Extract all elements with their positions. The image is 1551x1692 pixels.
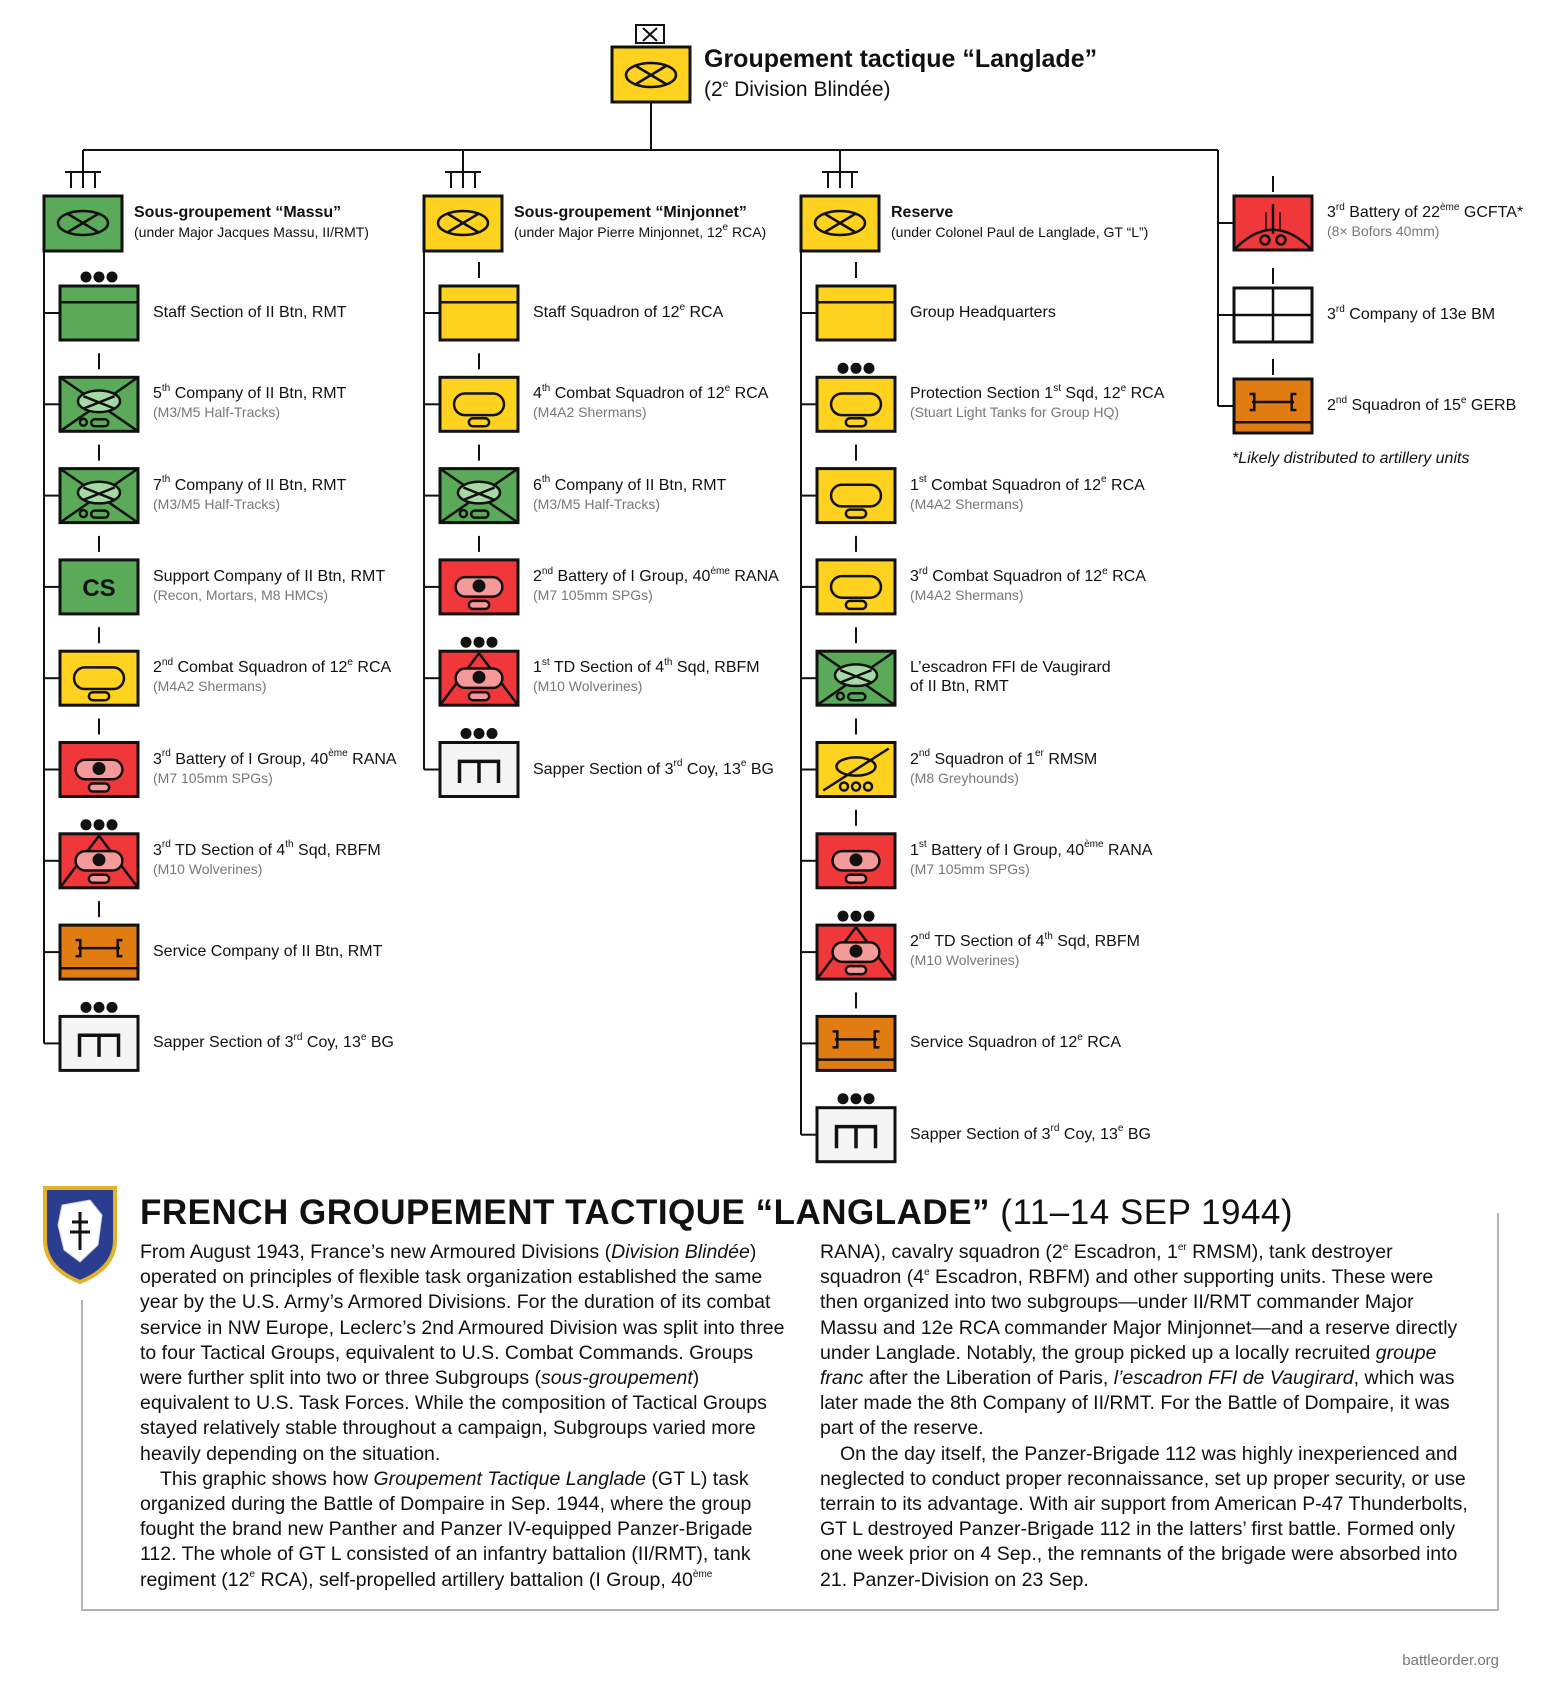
echelon-dot [487, 637, 498, 648]
unit-subtitle: (M7 105mm SPGs) [910, 860, 1030, 877]
unit-title: 7th Company of II Btn, RMT [153, 474, 347, 494]
unit-title: 1st Combat Squadron of 12e RCA [910, 474, 1145, 494]
echelon-dot [107, 819, 118, 830]
echelon-dot [864, 363, 875, 374]
unit-subtitle: (M8 Greyhounds) [910, 769, 1019, 786]
unit-title: 3rd Combat Squadron of 12e RCA [910, 565, 1146, 585]
unit-subtitle: (M3/M5 Half-Tracks) [153, 404, 281, 421]
cs-label: CS [82, 574, 116, 602]
unit-symbol [60, 925, 138, 979]
unit-title: Support Company of II Btn, RMT [153, 567, 386, 585]
unit-symbol [1234, 196, 1312, 250]
unit-subtitle: (M4A2 Shermans) [153, 678, 267, 695]
unit-symbol [60, 1016, 138, 1070]
unit-subtitle: (M3/M5 Half-Tracks) [153, 495, 281, 512]
unit-symbol [817, 834, 895, 888]
unit-symbol [60, 560, 138, 614]
echelon-dot [851, 911, 862, 922]
unit-symbol [440, 743, 518, 797]
echelon-dot [838, 911, 849, 922]
unit-title: Service Squadron of 12e RCA [910, 1032, 1122, 1052]
unit-symbol [60, 743, 138, 797]
echelon-dot [851, 363, 862, 374]
unit-symbol [440, 286, 518, 340]
unit-symbol [440, 560, 518, 614]
unit-title: 2nd TD Section of 4th Sqd, RBFM [910, 930, 1140, 951]
echelon-dot [94, 819, 105, 830]
unit-subtitle: (M7 105mm SPGs) [533, 586, 653, 603]
unit-subtitle: (M4A2 Shermans) [910, 495, 1024, 512]
unit-title: 4th Combat Squadron of 12e RCA [533, 382, 769, 403]
unit-symbol [817, 469, 895, 523]
unit-title: Service Company of II Btn, RMT [153, 943, 383, 961]
main-subtitle: (2e Division Blindée) [704, 78, 891, 101]
main-title: Groupement tactique “Langlade” [704, 45, 1098, 73]
echelon-dot [81, 819, 92, 830]
unit-subtitle: (Recon, Mortars, M8 HMCs) [153, 586, 329, 603]
unit-title: Sapper Section of 3rd Coy, 13e BG [533, 758, 774, 778]
group-subtitle: (under Major Pierre Minjonnet, 12e RCA) [514, 222, 767, 240]
unit-subtitle: (M7 105mm SPGs) [153, 769, 273, 786]
unit-subtitle: (M10 Wolverines) [153, 860, 263, 877]
unit-subtitle: (M10 Wolverines) [910, 952, 1020, 969]
article-column-2: RANA), cavalry squadron (2e Escadron, 1er RMSM), tank destroyer squadron (4e Escadron, RBFM) and other supporting units. These were then organized into two subgroups—under II/RMT commander Major Massu and 12e RCA commander Major Minjonnet—and a reserve directly under Langlade. Notably, the group picked up a locally recruited groupe franc after the Liberation of Paris, l’escadron FFI de Vaugirard, which was later made the 8th Company of II/RMT. For the Battle of Dompaire, it was part of the reserve. On the day itself, the Panzer-Brigade 112 was highly inexperienced and neglected to conduct proper reconnaissance, set up proper security, or use terrain to its advantage. With air support from American P-47 Thunderbolts, GT L destroyed Panzer-Brigade 112 in the latters’ first battle. Formed only one week prior on 4 Sep., the remnants of the brigade were absorbed into 21. Panzer-Division on 23 Sep. [820, 1241, 1468, 1591]
group-title: Sous-groupement “Minjonnet” [514, 204, 747, 221]
echelon-dot [461, 637, 472, 648]
echelon-dot [81, 272, 92, 283]
unit-subtitle: (Stuart Light Tanks for Group HQ) [910, 404, 1120, 421]
unit-symbol [817, 1108, 895, 1162]
group-title: Reserve [891, 204, 954, 221]
article-dates: (11–14 SEP 1944) [1000, 1193, 1294, 1232]
unit-title: Group Headquarters [910, 304, 1056, 321]
unit-symbol [60, 651, 138, 705]
unit-symbol [1234, 379, 1312, 433]
unit-title: 2nd Squadron of 15e GERB [1327, 394, 1517, 414]
unit-symbol [1234, 288, 1312, 342]
unit-title: 5th Company of II Btn, RMT [153, 382, 347, 403]
echelon-dot [838, 1093, 849, 1104]
unit-title: 2nd Combat Squadron of 12e RCA [153, 656, 392, 677]
echelon-dot [474, 637, 485, 648]
echelon-dot [107, 1002, 118, 1013]
echelon-dot [461, 728, 472, 739]
echelon-dot [94, 1002, 105, 1013]
unit-title: 3rd Battery of 22ème GCFTA* [1327, 201, 1524, 221]
unit-symbol [440, 469, 518, 523]
unit-symbol [60, 834, 138, 888]
article-column-1: From August 1943, France’s new Armoured Divisions (Division Blindée) operated on principles of flexible task organization established the same year by the U.S. Army’s Armored Divisions. For the duration of its combat service in NW Europe, Leclerc’s 2nd Armoured Division was split into three to four Tactical Groups, equivalent to U.S. Combat Commands. Groups were further split into two or three Subgroups (sous-groupement) equivalent to U.S. Task Forces. While the composition of Tactical Groups stayed relatively stable throughout a campaign, Subgroups varied more heavily depending on the situation. This graphic shows how Groupement Tactique Langlade (GT L) task organized during the Battle of Dompaire in Sep. 1944, where the group fought the brand new Panther and Panzer IV-equipped Panzer-Brigade 112. The whole of GT L consisted of an infantry battalion (II/RMT), tank regiment (12e RCA), self-propelled artillery battalion (I Group, 40ème [140, 1241, 785, 1591]
unit-symbol [817, 743, 895, 797]
echelon-dot [838, 363, 849, 374]
unit-title: Sapper Section of 3rd Coy, 13e BG [153, 1032, 394, 1052]
echelon-dot [474, 728, 485, 739]
footer-site: battleorder.org [1402, 1652, 1499, 1669]
unit-title: 2nd Squadron of 1er RMSM [910, 748, 1098, 768]
echelon-dot [487, 728, 498, 739]
footnote: *Likely distributed to artillery units [1232, 450, 1470, 467]
unit-subtitle: (M3/M5 Half-Tracks) [533, 495, 661, 512]
group-subtitle: (under Colonel Paul de Langlade, GT “L”) [891, 224, 1149, 240]
unit-symbol [60, 469, 138, 523]
unit-title: Sapper Section of 3rd Coy, 13e BG [910, 1123, 1151, 1143]
unit-title: Protection Section 1st Sqd, 12e RCA [910, 382, 1165, 403]
unit-title: 3rd Company of 13e BM [1327, 303, 1496, 323]
unit-title: Staff Section of II Btn, RMT [153, 304, 347, 321]
group-title: Sous-groupement “Massu” [134, 204, 342, 221]
unit-symbol [440, 377, 518, 431]
unit-title: 3rd Battery of I Group, 40ème RANA [153, 748, 397, 768]
echelon-dot [81, 1002, 92, 1013]
unit-subtitle: (M10 Wolverines) [533, 678, 643, 695]
unit-symbol [60, 286, 138, 340]
echelon-dot [864, 1093, 875, 1104]
unit-subtitle: (M4A2 Shermans) [910, 586, 1024, 603]
unit-title: 1st TD Section of 4th Sqd, RBFM [533, 656, 760, 677]
unit-title: 3rd TD Section of 4th Sqd, RBFM [153, 839, 381, 859]
unit-symbol [817, 286, 895, 340]
unit-title: 2nd Battery of I Group, 40ème RANA [533, 565, 779, 585]
unit-title: Staff Squadron of 12e RCA [533, 301, 724, 321]
unit-title: 6th Company of II Btn, RMT [533, 474, 727, 494]
group-subtitle: (under Major Jacques Massu, II/RMT) [134, 224, 369, 240]
echelon-dot [107, 272, 118, 283]
echelon-dot [864, 911, 875, 922]
article-frame-left [81, 1300, 83, 1611]
unit-symbol [817, 1016, 895, 1070]
unit-subtitle: (8× Bofors 40mm) [1327, 223, 1440, 239]
unit-symbol [817, 377, 895, 431]
article-title-text: FRENCH GROUPEMENT TACTIQUE “LANGLADE” [140, 1193, 991, 1232]
unit-title: L’escadron FFI de Vaugirard of II Btn, RMT [910, 659, 1111, 696]
unit-symbol [440, 651, 518, 705]
unit-subtitle: (M4A2 Shermans) [533, 404, 647, 421]
echelon-dot [851, 1093, 862, 1104]
unit-symbol [817, 560, 895, 614]
unit-symbol [60, 377, 138, 431]
unit-symbol [817, 925, 895, 979]
echelon-dot [94, 272, 105, 283]
unit-title: 1st Battery of I Group, 40ème RANA [910, 839, 1153, 859]
unit-symbol [817, 651, 895, 705]
article-title [140, 1193, 1301, 1233]
